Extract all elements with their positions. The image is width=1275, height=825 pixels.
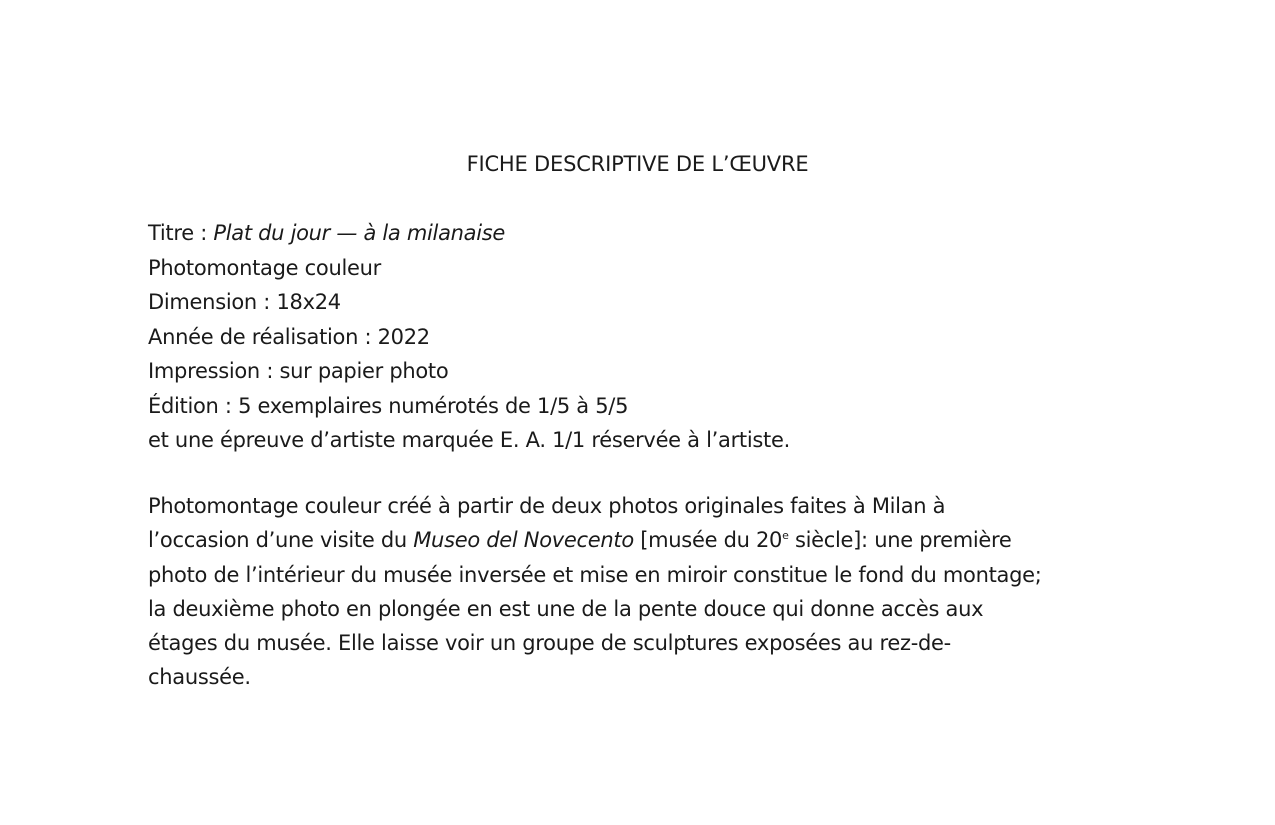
- description-line: étages du musée. Elle laisse voir un groupe de sculptures exposées au rez-de-: [148, 631, 951, 656]
- document-heading: FICHE DESCRIPTIVE DE L’ŒUVRE: [466, 152, 809, 176]
- description-text: siècle]: une première: [788, 528, 1012, 553]
- edition-line: Édition : 5 exemplaires numérotés de 1/5 à 5/5: [148, 393, 629, 418]
- description-line: [148, 523, 1128, 557]
- edition-note-line: et une épreuve d’artiste marquée E. A. 1/1 réservée à l’artiste.: [148, 428, 790, 452]
- artwork-title: Plat du jour — à la milanaise: [213, 221, 506, 245]
- description-line: Photomontage couleur créé à partir de deux photos originales faites à Milan à: [148, 494, 946, 518]
- technique-line: Photomontage couleur: [148, 255, 381, 280]
- description-text: l’occasion d’une visite du: [148, 528, 414, 553]
- description-line: la deuxième photo en plongée en est une de la pente douce qui donne accès aux: [148, 596, 984, 621]
- dimension-line: Dimension : 18x24: [148, 290, 341, 314]
- title-line: [148, 216, 1148, 251]
- artwork-details: [148, 216, 1148, 458]
- description-line: photo de l’intérieur du musée inversée et mise en miroir constitue le fond du montage;: [148, 562, 1042, 587]
- year-line: Année de réalisation : 2022: [148, 324, 430, 349]
- museum-name: Museo del Novecento: [413, 528, 634, 553]
- century-superscript: e: [782, 529, 789, 543]
- title-label: Titre :: [148, 221, 214, 245]
- artwork-description: [148, 489, 1128, 695]
- description-line: chaussée.: [148, 665, 251, 690]
- description-text: [musée du 20: [633, 528, 783, 553]
- printing-line: Impression : sur papier photo: [148, 359, 449, 383]
